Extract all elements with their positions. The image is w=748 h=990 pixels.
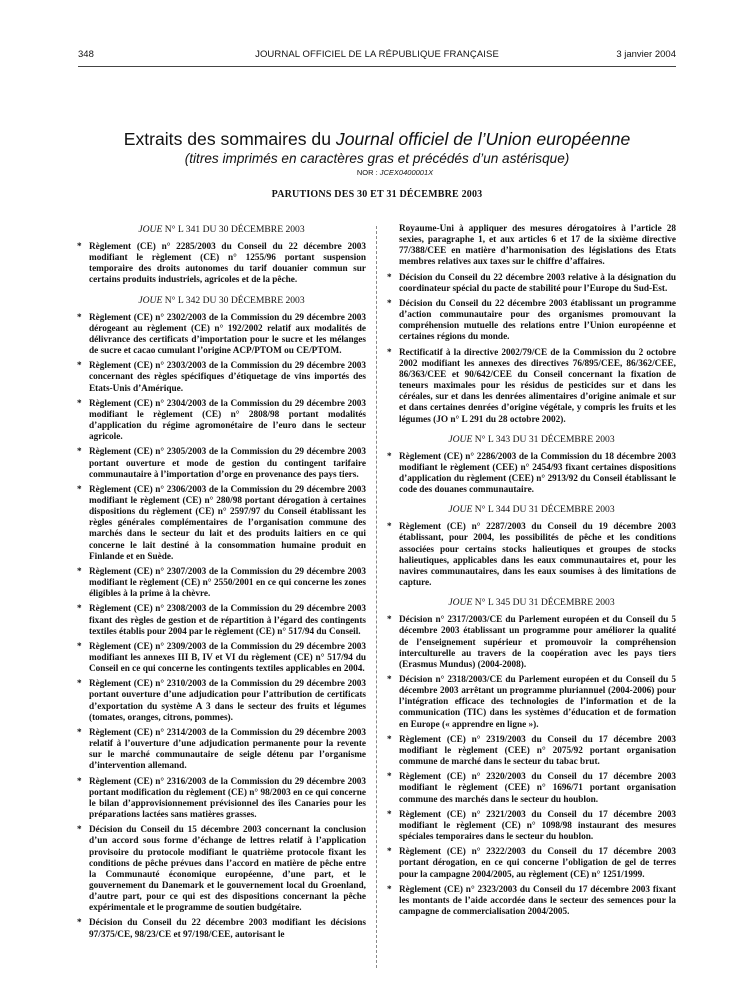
summary-entry [77,825,366,914]
asterisk-marker: * [387,615,392,626]
entry-text: Règlement (CE) n° 2309/2003 de la Commission du 29 décembre 2003 modifiant les annexes III B, IV et VI du règlement (CE) n° 517/94 du Conseil en ce qui concerne les contingents textiles applicables en 2004. [89,641,366,675]
entry-text: Règlement (CE) n° 2322/2003 du Conseil du 17 décembre 2003 portant dérogation, en ce qui concerne l’obligation de gel de terres pour la campagne 2004/2005, au règlement (CE) n° 1251/1999. [399,847,676,880]
journal-issue-heading [387,504,676,516]
entry-text: Règlement (CE) n° 2316/2003 de la Commission du 29 décembre 2003 portant modification du règlement (CE) n° 98/2003 en ce qui concerne le bilan d’approvisionnement prévisionnel des îles Canaries pour les préparations lactées sans matières grasses. [89,776,366,821]
asterisk-marker: * [387,522,392,533]
summary-entry [387,675,676,731]
issue-date: 3 janvier 2004 [616,49,676,60]
asterisk-marker: * [387,884,392,895]
entry-text: Règlement (CE) n° 2320/2003 du Conseil du 17 décembre 2003 modifiant le règlement (CEE) n° 1696/71 portant organisation commune des marchés dans le secteur du houblon. [399,772,676,805]
asterisk-marker: * [387,298,392,309]
asterisk-marker: * [77,825,82,836]
entry-text: Décision du Conseil du 22 décembre 2003 relative à la désignation du coordinateur spécial du pacte de stabilité pour l’Europe du Sud-Est. [399,272,676,294]
summary-entry [77,918,366,940]
summary-entry [77,242,366,287]
issue-number: N° L 345 DU 31 DÉCEMBRE 2003 [472,597,615,609]
asterisk-marker: * [77,242,82,252]
entry-text: Règlement (CE) n° 2310/2003 de la Commission du 29 décembre 2003 portant ouverture d’une adjudication pour l’attribution de certificats d’exportation du système A 3 dans le secteur des fruits et légumes (tomates, oranges, citrons, pommes). [89,679,366,723]
asterisk-marker: * [77,679,82,690]
entry-text: Règlement (CE) n° 2306/2003 de la Commission du 29 décembre 2003 modifiant le règlement (CE) n° 280/98 portant dérogation à certaines dispositions du règlement (CE) n° 2597/97 du Conseil établissant les règles générales complémentaires de l’organisation commune des marchés dans le secteur du lait et des produits laitiers en ce qui concerne le lait destiné à la consommation humaine produit en Finlande et en Suède. [89,484,366,562]
left-column [77,224,366,949]
journal-title: JOURNAL OFFICIEL DE LA RÉPUBLIQUE FRANÇAISE [255,49,499,60]
journal-issue-heading [77,295,366,307]
issue-number: N° L 343 DU 31 DÉCEMBRE 2003 [472,433,615,445]
issue-number: N° L 344 DU 31 DÉCEMBRE 2003 [472,504,615,516]
nor-reference [114,167,676,179]
asterisk-marker: * [77,727,82,738]
entry-text: Règlement (CE) n° 2303/2003 de la Commission du 29 décembre 2003 concernant des règles spécifiques d’étiquetage de vins importés des Etats-Unis d’Amérique. [89,361,366,394]
journal-issue-heading [387,597,676,609]
issue-number: N° L 342 DU 30 DÉCEMBRE 2003 [162,294,305,306]
journal-issue-heading [387,434,676,446]
main-title [78,129,676,150]
journal-abbrev: JOUE [138,224,163,235]
asterisk-marker: * [387,675,392,685]
asterisk-marker: * [77,566,82,577]
asterisk-marker: * [77,641,82,652]
asterisk-marker: * [387,734,392,745]
entry-text: Règlement (CE) n° 2307/2003 de la Commission du 29 décembre 2003 modifiant le règlement (CE) n° 2550/2001 en ce qui concerne les zones éligibles à la prime à la chèvre. [89,566,366,600]
entry-text: Règlement (CE) n° 2323/2003 du Conseil du 17 décembre 2003 fixant les montants de l’aide accordée dans le secteur des semences pour la campagne de commercialisation 2004/2005. [399,884,676,917]
asterisk-marker: * [77,361,82,372]
entry-text: Règlement (CE) n° 2286/2003 de la Commission du 18 décembre 2003 modifiant le règlement (CEE) n° 2454/93 fixant certaines dispositions d’application du règlement (CEE) n° 2913/92 du Conseil établissant le code des douanes communautaire. [399,451,676,496]
entry-text: Décision du Conseil du 15 décembre 2003 concernant la conclusion d’un accord sous forme d’échange de lettres relatif à l’application provisoire du protocole modifiant le quatrième protocole fixant les conditions de pêche prévues dans l’accord en matière de pêche entre la Communauté économique européenne, d’une part, et le gouvernement du Danemark et le gouvernement local du Groenland, d’autre part, pour ce qui est des dispositions concernant la pêche expérimentale et le programme de soutien budgétaire. [89,825,366,914]
asterisk-marker: * [387,809,392,820]
summary-entry [387,735,676,768]
asterisk-marker: * [77,398,82,409]
entry-text: Décision n° 2318/2003/CE du Parlement européen et du Conseil du 5 décembre 2003 arrêtant un programme pluriannuel (2004-2006) pour l’intégration efficace des technologies de l’information et de la communication (TIC) dans les systèmes d’éducation et de formation en Europe (« apprendre en ligne »). [399,675,676,730]
main-title-prefix: Extraits des sommaires du [123,129,336,149]
journal-abbrev: JOUE [448,504,473,516]
entry-text: Règlement (CE) n° 2314/2003 de la Commission du 29 décembre 2003 relatif à l’ouverture d’une adjudication permanente pour la revente sur le marché communautaire de seigle détenu par l’organisme d’intervention allemand. [89,727,366,772]
summary-entry [387,299,676,344]
summary-entry [387,452,676,497]
main-title-italic: Journal officiel de l’Union européenne [335,129,631,149]
nor-label: NOR : [356,168,380,177]
summary-entry [387,273,676,295]
summary-entry [77,567,366,600]
nor-code: JCEX0400001X [379,168,434,177]
journal-abbrev: JOUE [448,433,473,445]
column-divider [376,226,377,968]
entry-text: Décision du Conseil du 22 décembre 2003 établissant un programme d’action communautaire pour des organismes promouvant la compréhension mutuelle des relations entre l’Union européenne et certaines régions du monde. [399,298,676,343]
asterisk-marker: * [77,776,82,787]
summary-entry [77,604,366,637]
entry-text: Règlement (CE) n° 2319/2003 du Conseil du 17 décembre 2003 modifiant le règlement (CEE) n° 2075/92 portant organisation commune de marché dans le secteur du tabac brut. [399,734,676,768]
entry-text: Règlement (CE) n° 2321/2003 du Conseil du 17 décembre 2003 modifiant le règlement (CE) n° 1098/98 instaurant des mesures spéciales temporaires dans le secteur du houblon. [399,809,676,843]
header-rule [78,66,676,67]
summary-entry [77,642,366,675]
summary-entry [387,847,676,880]
asterisk-marker: * [387,347,392,358]
entry-text: Règlement (CE) n° 2305/2003 de la Commission du 29 décembre 2003 portant ouverture et mode de gestion du contingent tarifaire communautaire à l’importation d’orge en provenance des pays tiers. [89,447,366,480]
right-column [387,224,676,922]
entry-text: Règlement (CE) n° 2302/2003 de la Commission du 29 décembre 2003 dérogeant au règlement (CE) n° 192/2002 relatif aux modalités de délivrance des certificats d’importation pour le sucre et les mélanges de sucre et cacao cumulant l’origine ACP/PTOM ou CE/PTOM. [89,312,366,357]
summary-entry [77,777,366,822]
entry-text: Règlement (CE) n° 2308/2003 de la Commission du 29 décembre 2003 fixant des règles de gestion et de répartition à l’égard des contingents textiles établis pour 2004 par le règlement (CE) n° 517/94 du Conseil. [89,604,366,637]
summary-entry [77,361,366,394]
journal-issue-heading [77,224,366,236]
entry-text: Règlement (CE) n° 2285/2003 du Conseil du 22 décembre 2003 modifiant le règlement (CE) n° 1255/96 portant suspension temporaire des droits autonomes du tarif douanier commun sur certains produits industriels, agricoles et de la pêche. [89,242,366,286]
summary-entry [77,679,366,724]
journal-abbrev: JOUE [448,597,473,609]
asterisk-marker: * [77,484,82,495]
asterisk-marker: * [77,918,82,929]
summary-entry [387,348,676,426]
entry-text: Décision n° 2317/2003/CE du Parlement européen et du Conseil du 5 décembre 2003 établissant un programme pour améliorer la qualité de l’enseignement supérieur et promouvoir la compréhension interculturelle au travers de la coopération avec les pays tiers (Erasmus Mundus) (2004-2008). [399,615,676,670]
section-gap [77,945,366,949]
parutions-heading: PARUTIONS DES 30 ET 31 DÉCEMBRE 2003 [271,189,483,200]
page-number: 348 [78,49,94,60]
summary-entry [387,522,676,589]
asterisk-marker: * [387,272,392,283]
summary-entry [77,728,366,773]
subtitle: (titres imprimés en caractères gras et précédés d’un astérisque) [184,151,570,166]
summary-entry [77,313,366,358]
summary-entry [387,772,676,805]
summary-entry [77,399,366,444]
asterisk-marker: * [387,451,392,462]
entry-text: Décision du Conseil du 22 décembre 2003 modifiant les décisions 97/375/CE, 98/23/CE et 97/198/CEE, autorisant le [89,918,366,940]
issue-number: N° L 341 DU 30 DÉCEMBRE 2003 [162,224,305,235]
running-header [78,49,676,63]
summary-entry [77,447,366,480]
title-block [78,129,676,202]
asterisk-marker: * [387,772,392,783]
asterisk-marker: * [77,604,82,615]
asterisk-marker: * [77,447,82,458]
entry-text: Règlement (CE) n° 2304/2003 de la Commission du 29 décembre 2003 modifiant le règlement (CE) n° 2808/98 portant modalités d’application du régime agromonétaire de l’euro dans le secteur agricole. [89,398,366,443]
asterisk-marker: * [77,312,82,323]
continued-entry-text: Royaume-Uni à appliquer des mesures dérogatoires à l’article 28 sexies, paragraphe 1, et aux articles 6 et 17 de la sixième directive 77/388/CEE en matière d’harmonisation des législations des Etats membres relatives aux taxes sur le chiffre d’affaires. [399,224,676,268]
summary-entry [77,485,366,563]
asterisk-marker: * [387,847,392,858]
journal-abbrev: JOUE [138,294,163,306]
entry-text: Rectificatif à la directive 2002/79/CE de la Commission du 2 octobre 2002 modifiant les annexes des directives 76/895/CEE, 86/362/CEE, 86/363/CEE et 90/642/CEE du Conseil concernant la fixation de teneurs maximales pour les résidus de pesticides sur et dans les céréales, sur et dans les denrées alimentaires d’origine animale et sur et dans certaines denrées d’origine végétale, y compris les fruits et les légumes (JO n° L 291 du 28 octobre 2002). [399,347,676,425]
summary-entry [387,885,676,918]
summary-entry [387,615,676,671]
summary-entry [387,810,676,843]
entry-text: Règlement (CE) n° 2287/2003 du Conseil du 19 décembre 2003 établissant, pour 2004, les possibilités de pêche et les conditions associées pour certains stocks halieutiques et groupes de stocks halieutiques, applicables dans les eaux communautaires et, pour les navires communautaires, dans les eaux soumises à des limitations de capture. [399,522,676,589]
